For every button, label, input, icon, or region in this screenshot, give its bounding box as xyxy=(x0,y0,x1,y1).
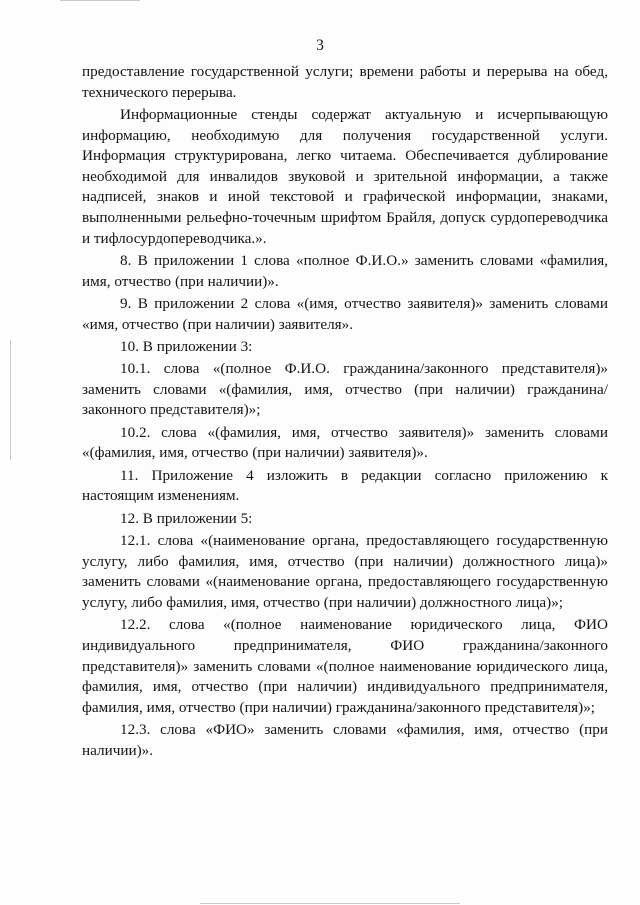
scan-edge-mark-bottom xyxy=(200,903,460,904)
paragraph-continuation: предоставление государственной услуги; времени работы и перерыва на обед, технического перерыва. xyxy=(82,63,608,101)
paragraph-item-10-1: 10.1. слова «(полное Ф.И.О. гражданина/законного представителя)» заменить словами «(фамилия, имя, отчество (при наличии) гражданина/законного представителя)»; xyxy=(82,360,608,419)
paragraph-item-10: 10. В приложении 3: xyxy=(120,337,253,355)
paragraph-item-9: 9. В приложении 2 слова «(имя, отчество заявителя)» заменить словами «имя, отчество (при наличии) заявителя». xyxy=(82,294,608,333)
paragraph-item-12-2: 12.2. слова «(полное наименование юридического лица, ФИО индивидуального предпринимателя, ФИО гражданина/законного представителя)» заменить словами «(полное наименование юридического лица, фамилия, имя, отчество (при наличии) индивидуального предпринимателя, фамилия, имя, отчество (при наличии) гражданина/законного представителя)»; xyxy=(82,616,608,716)
page-number: 3 xyxy=(316,37,324,54)
scan-edge-mark-left xyxy=(10,340,11,460)
paragraph-item-8: 8. В приложении 1 слова «полное Ф.И.О.» заменить словами «фамилия, имя, отчество (при наличии)». xyxy=(82,251,608,290)
paragraph-item-12-3: 12.3. слова «ФИО» заменить словами «фамилия, имя, отчество (при наличии)». xyxy=(82,721,608,759)
paragraph-item-11: 11. Приложение 4 изложить в редакции согласно приложению к настоящим изменениям. xyxy=(82,466,608,505)
paragraph-item-10-2: 10.2. слова «(фамилия, имя, отчество заявителя)» заменить словами «(фамилия, имя, отчество (при наличии) заявителя)». xyxy=(82,423,608,462)
paragraph-item-12: 12. В приложении 5: xyxy=(120,509,253,527)
document-body xyxy=(82,62,608,763)
paragraph-info-stands: Информационные стенды содержат актуальную и исчерпывающую информацию, необходимую для получения государственной услуги. Информация структурирована, легко читаема. Обеспечивается дублирование необходимой для инвалидов звуковой и зрительной информации, а также надписей, знаков и иной текстовой и графической информации, знаками, выполненными рельефно-точечным шрифтом Брайля, допуск сурдопереводчика и тифлосурдопереводчика.». xyxy=(82,105,608,247)
scan-edge-mark-top xyxy=(60,0,140,1)
paragraph-item-12-1: 12.1. слова «(наименование органа, предоставляющего государственную услугу, либо фамилия, имя, отчество (при наличии) должностного лица)» заменить словами «(наименование органа, предоставляющего государственную услугу, либо фамилия, имя, отчество (при наличии) должностного лица)»; xyxy=(82,532,608,612)
